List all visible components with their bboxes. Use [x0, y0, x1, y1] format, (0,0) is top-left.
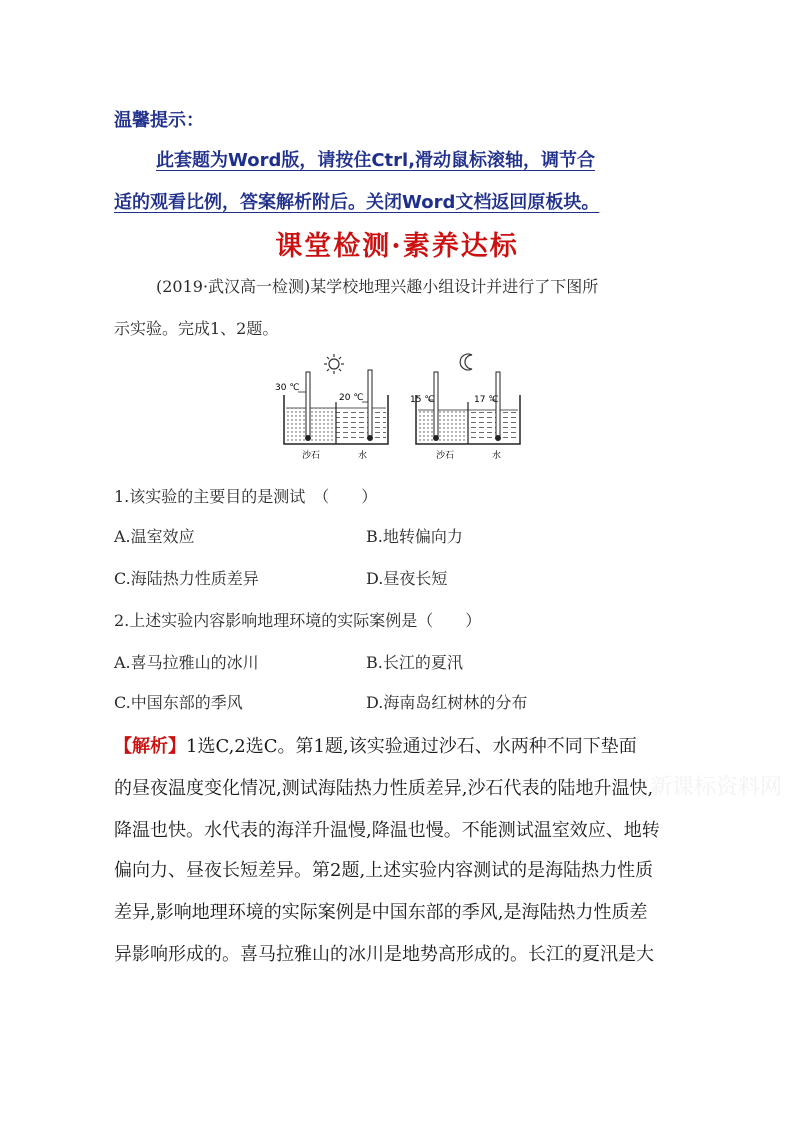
analysis-line-5: 差异,影响地理环境的实际案例是中国东部的季风,是海陆热力性质差 — [114, 902, 648, 923]
intro-line-1: (2019·武汉高一检测)某学校地理兴趣小组设计并进行了下图所 — [156, 277, 599, 296]
q2-option-c: C.中国东部的季风 — [114, 693, 243, 712]
analysis-line-4: 偏向力、昼夜长短差异。第2题,上述实验内容测试的是海陆热力性质 — [114, 860, 654, 881]
q1-option-b: B.地转偏向力 — [366, 527, 463, 546]
label-right-sand: 沙石 — [436, 451, 455, 461]
sun-icon — [324, 354, 344, 374]
q2-option-a: A.喜马拉雅山的冰川 — [114, 653, 259, 672]
q1-option-c: C.海陆热力性质差异 — [114, 569, 259, 588]
section-title: 课堂检测·素养达标 — [275, 231, 519, 262]
left-container — [284, 370, 388, 444]
label-right-water: 水 — [492, 451, 502, 461]
label-right-temp1: 15 ℃ — [410, 395, 435, 405]
tip-title: 温馨提示： — [114, 110, 204, 131]
analysis-line-1 — [114, 732, 637, 758]
moon-icon — [460, 354, 472, 370]
intro-line-2: 示实验。完成1、2题。 — [114, 319, 279, 338]
label-right-temp2: 17 ℃ — [474, 395, 499, 405]
q1-option-a: A.温室效应 — [114, 527, 195, 546]
analysis-line-3: 降温也快。水代表的海洋升温慢,降温也慢。不能测试温室效应、地转 — [114, 820, 660, 841]
question-2: 2.上述实验内容影响地理环境的实际案例是（ ） — [114, 611, 482, 630]
question-1: 1.该实验的主要目的是测试 （ ） — [114, 487, 378, 506]
right-container — [416, 372, 520, 444]
label-left-temp1: 30 ℃ — [275, 383, 300, 393]
q1-option-d: D.昼夜长短 — [366, 569, 448, 588]
watermark: 新课标资料网 — [650, 775, 783, 800]
q2-option-b: B.长江的夏汛 — [366, 653, 463, 672]
analysis-line-2: 的昼夜温度变化情况,测试海陆热力性质差异,沙石代表的陆地升温快, — [114, 778, 654, 799]
analysis-line-6: 异影响形成的。喜马拉雅山的冰川是地势高形成的。长江的夏汛是大 — [114, 944, 654, 965]
analysis-text: 1选C,2选C。第1题,该实验通过沙石、水两种不同下垫面 — [186, 736, 637, 757]
analysis-tag: 【解析】 — [114, 736, 186, 757]
label-left-sand: 沙石 — [302, 451, 321, 461]
tip-line-2[interactable]: 适的观看比例，答案解析附后。关闭Word文档返回原板块。 — [114, 192, 600, 213]
experiment-figure — [270, 350, 530, 469]
label-left-water: 水 — [358, 451, 368, 461]
q2-option-d: D.海南岛红树林的分布 — [366, 693, 528, 712]
label-left-temp2: 20 ℃ — [339, 393, 364, 403]
tip-line-1[interactable]: 此套题为Word版，请按住Ctrl,滑动鼠标滚轴，调节合 — [156, 150, 596, 171]
